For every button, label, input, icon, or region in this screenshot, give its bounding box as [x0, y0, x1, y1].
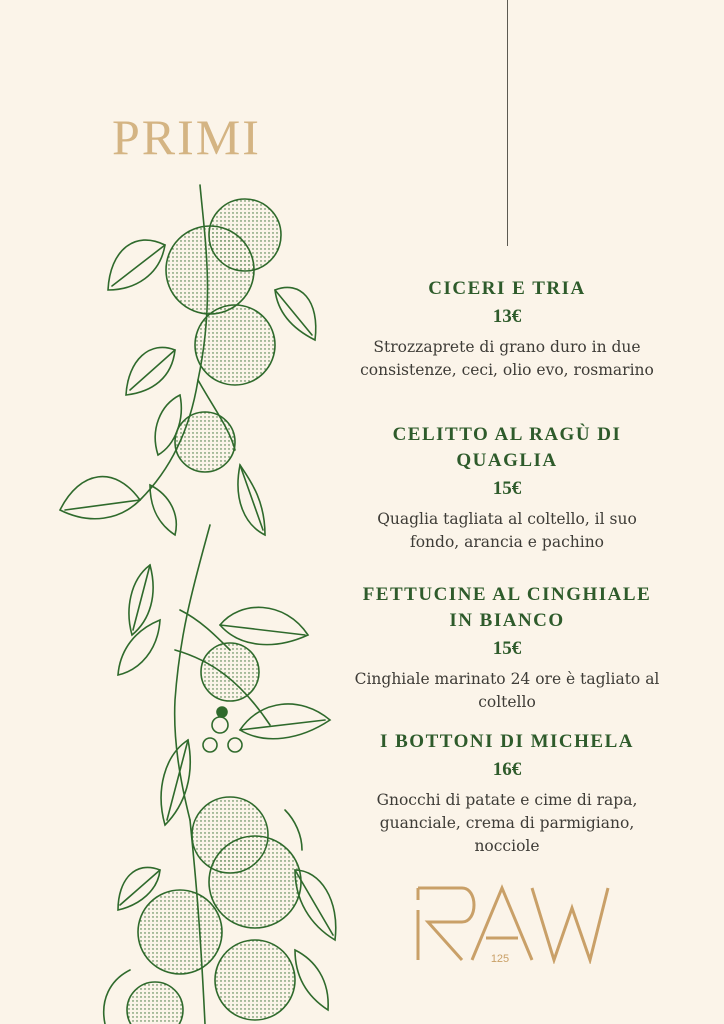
dish-name: CELITTO AL RAGÙ DI QUAGLIA — [392, 424, 622, 471]
dish-ciceri-e-tria — [352, 276, 662, 382]
dish-price: 13€ — [492, 306, 522, 327]
dish-i-bottoni-di-michela — [352, 729, 662, 858]
botanical-citrus-branch-icon — [40, 180, 360, 1024]
raw-125-logo — [414, 882, 610, 964]
dish-celitto-al-ragu — [352, 422, 662, 554]
dish-name: FETTUCINE AL CINGHIALE IN BIANCO — [362, 584, 652, 631]
dish-description: Quaglia tagliata al coltello, il suo fondo, arancia e pachino — [377, 510, 637, 551]
dish-price: 16€ — [492, 759, 522, 780]
dish-description: Cinghiale marinato 24 ore è tagliato al coltello — [354, 670, 660, 711]
dish-name: I BOTTONI DI MICHELA — [379, 731, 634, 752]
dish-name: CICERI E TRIA — [428, 278, 586, 299]
section-title: PRIMI — [112, 109, 261, 165]
dish-fettucine-al-cinghiale — [352, 582, 662, 714]
dish-price: 15€ — [492, 478, 522, 499]
dish-description: Strozzaprete di grano duro in due consistenze, ceci, olio evo, rosmarino — [360, 338, 654, 379]
decorative-vertical-line — [507, 0, 508, 246]
dish-price: 15€ — [492, 638, 522, 659]
dish-description: Gnocchi di patate e cime di rapa, guanciale, crema di parmigiano, nocciole — [376, 791, 638, 855]
logo-number: 125 — [490, 953, 510, 964]
